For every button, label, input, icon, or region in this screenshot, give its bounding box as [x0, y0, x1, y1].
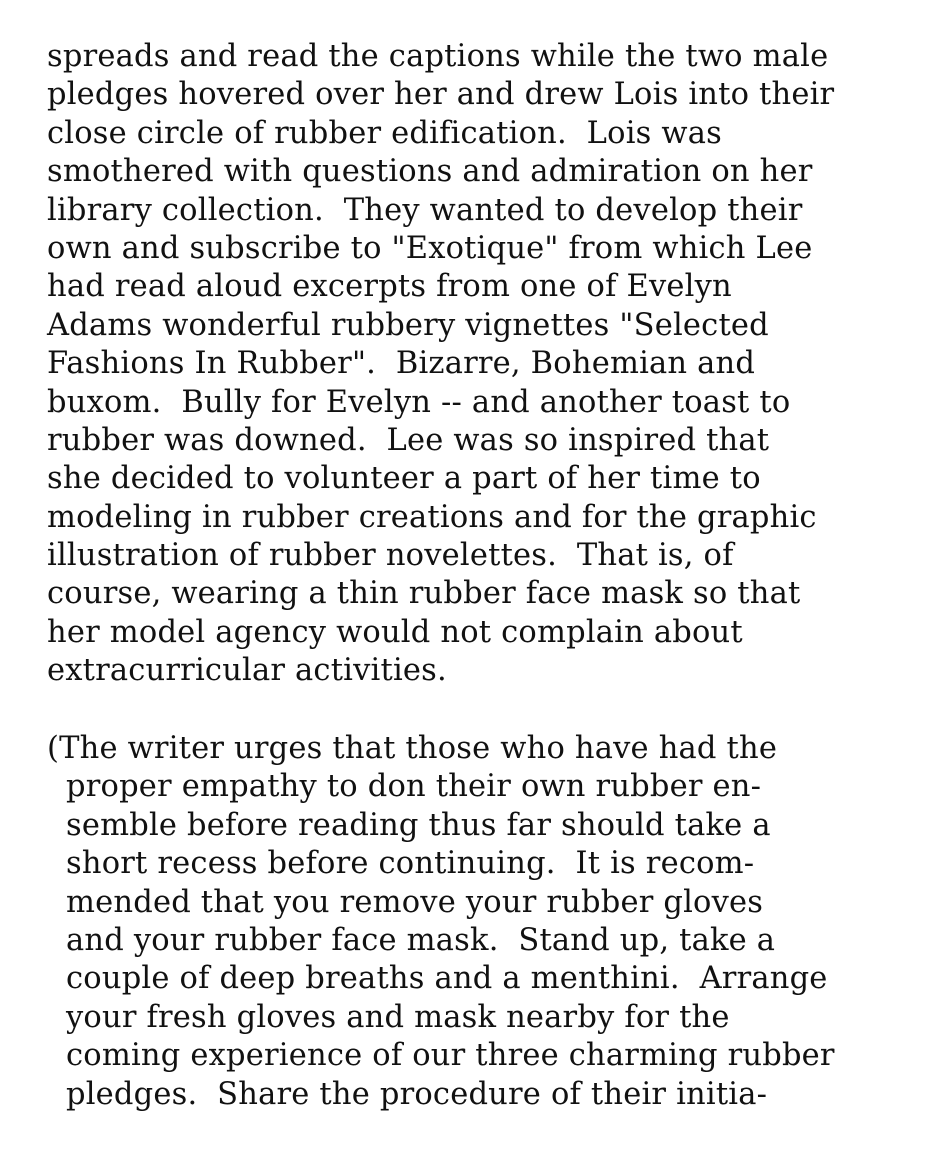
text-line: smothered with questions and admiration on her [47, 154, 813, 190]
text-line: (The writer urges that those who have had the [47, 731, 778, 766]
text-line: extracurricular activities. [47, 653, 447, 689]
text-line: spreads and read the captions while the two male [47, 39, 829, 74]
text-line: buxom. Bully for Evelyn -- and another toast to [47, 384, 791, 420]
text-line: couple of deep breaths and a menthini. Arrange [66, 961, 828, 997]
paragraph-aside [47, 730, 835, 1114]
text-line: close circle of rubber edification. Lois was [47, 115, 722, 151]
text-line: short recess before continuing. It is recom- [66, 846, 755, 882]
text-line: illustration of rubber novelettes. That is, of [47, 538, 734, 574]
text-line: modeling in rubber creations and for the graphic [47, 499, 817, 535]
text-line: library collection. They wanted to develop their [47, 192, 803, 228]
text-line: proper empathy to don their own rubber en- [66, 769, 762, 805]
text-line: Adams wonderful rubbery vignettes "Selected [47, 307, 769, 343]
text-line: had read aloud excerpts from one of Evelyn [47, 269, 732, 305]
paragraph-narrative [47, 38, 834, 691]
text-line: she decided to volunteer a part of her time to [47, 461, 761, 497]
text-line: Fashions In Rubber". Bizarre, Bohemian and [47, 346, 756, 382]
text-line: your fresh gloves and mask nearby for the [66, 999, 730, 1035]
text-line: course, wearing a thin rubber face mask so that [47, 576, 801, 612]
text-line: her model agency would not complain about [47, 614, 743, 650]
text-line: semble before reading thus far should take a [66, 807, 771, 843]
text-line: coming experience of our three charming rubber [66, 1038, 835, 1074]
text-line: own and subscribe to "Exotique" from which Lee [47, 230, 813, 266]
text-line: pledges. Share the procedure of their initia- [66, 1076, 768, 1112]
text-line: rubber was downed. Lee was so inspired that [47, 422, 770, 458]
text-line: pledges hovered over her and drew Lois into their [47, 77, 835, 113]
text-line: and your rubber face mask. Stand up, take a [66, 922, 776, 958]
text-line: mended that you remove your rubber gloves [66, 884, 764, 920]
